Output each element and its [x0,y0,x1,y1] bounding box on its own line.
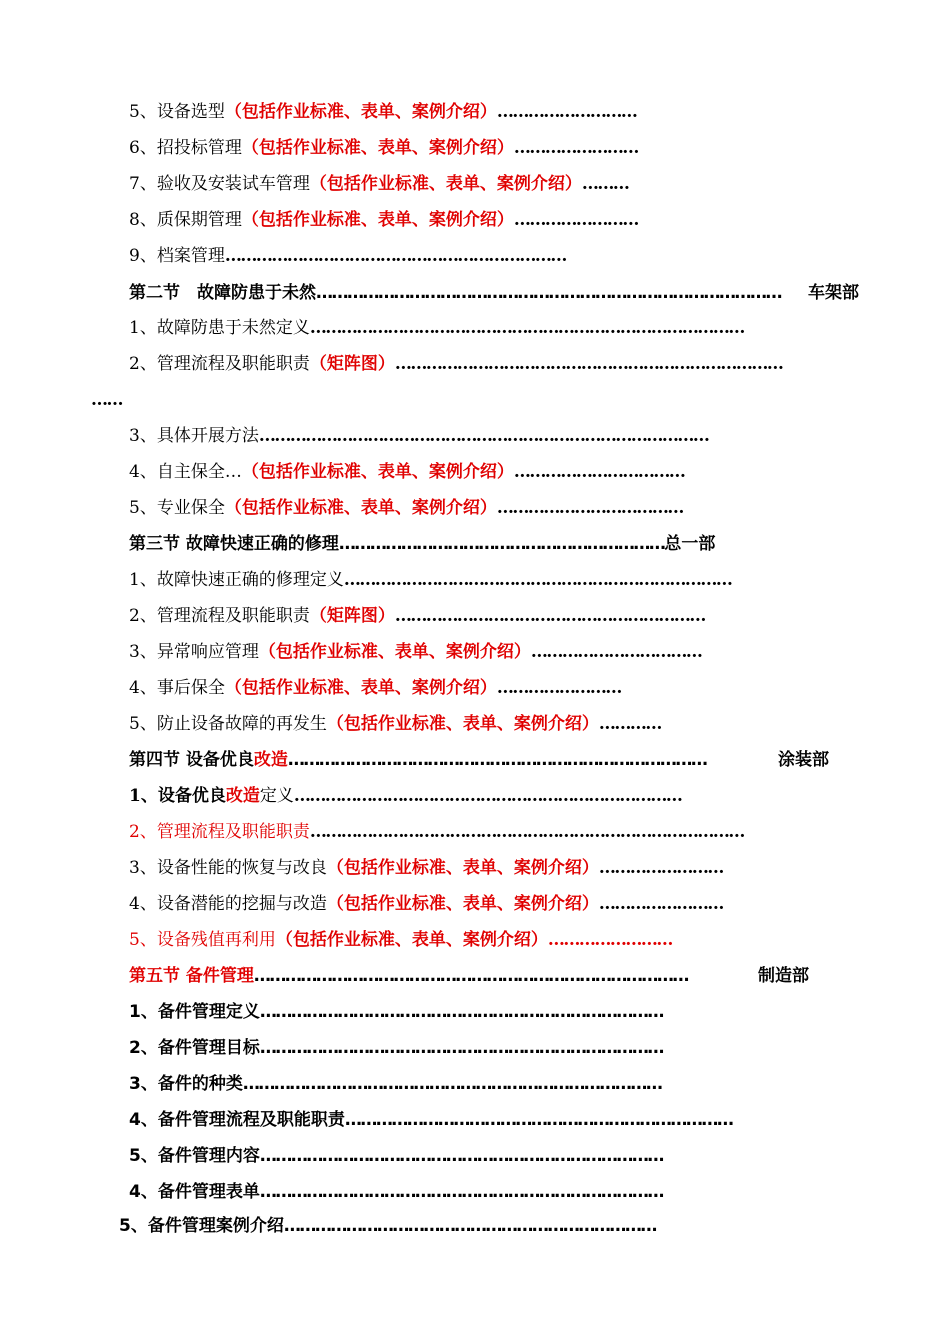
toc-line-label: 8、质保期管理 [129,210,242,230]
toc-line-label: 3、异常响应管理 [129,642,259,662]
section-department: 制造部 [758,966,809,986]
toc-line-label: 4、设备潜能的挖掘与改造 [129,894,327,914]
toc-line-label: 9、档案管理 [129,246,225,266]
toc-line-leader: ……………………………………………………………………… [287,750,707,770]
toc-line-label: 5、备件管理案例介绍 [119,1216,284,1236]
section-heading [129,281,859,305]
toc-line-leader: …………………… [513,210,638,230]
toc-line-note: （包括作业标准、表单、案例介绍） [224,102,497,122]
toc-line [129,244,566,268]
toc-line-leader: …………………………… [530,642,702,662]
toc-line-leader: …………………………… [513,462,685,482]
toc-line [129,316,744,340]
toc-line [129,1000,663,1024]
toc-line [129,1144,663,1168]
toc-line-note: （包括作业标准、表单、案例介绍） [224,678,497,698]
toc-line-leader: ……………………………………………………………………… [242,1074,662,1094]
toc-line [129,1108,732,1132]
toc-line-note: （包括作业标准、表单、案例介绍） [309,174,582,194]
toc-line-note: （包括作业标准、表单、案例介绍） [326,714,599,734]
toc-line-leader: …………………… [598,894,723,914]
toc-line-note: （包括作业标准、表单、案例介绍） [275,930,548,950]
toc-line-note: （包括作业标准、表单、案例介绍） [241,210,514,230]
toc-line-leader: ……… [581,174,629,194]
toc-line-leader: …………………… [598,858,723,878]
toc-line [129,928,672,952]
toc-line [129,712,661,736]
section-title-highlight: 改造 [253,750,288,770]
toc-line-label: 2、备件管理目标 [129,1038,260,1058]
toc-line-label: 5、设备残值再利用 [129,930,276,950]
toc-line-leader: ……………………………………………………………… [283,1216,656,1236]
section-heading [129,964,809,988]
toc-line-leader: ………………………………………………………………… [344,1110,733,1130]
section-title: 第五节 备件管理 [129,966,254,986]
toc-line-leader: ………………………………………………………………… [293,786,682,806]
toc-line [129,496,683,520]
toc-line-leader: …………………………………………………………………… [259,1038,663,1058]
toc-line-label: 1、故障快速正确的修理定义 [129,570,344,590]
toc-line [129,136,638,160]
toc-line-label: 1、故障防患于未然定义 [129,318,310,338]
toc-line-leader: ………… [598,714,661,734]
toc-line-label: 5、防止设备故障的再发生 [129,714,327,734]
toc-line-note: （包括作业标准、表单、案例介绍） [224,498,497,518]
toc-line-leader: …………………………………………………………………… [259,1146,663,1166]
toc-line-label: 6、招投标管理 [129,138,242,158]
toc-line-label: 3、设备性能的恢复与改良 [129,858,327,878]
section-title: 第三节 故障快速正确的修理 [129,534,339,554]
toc-line-leader: ………………………………………………………………………… [253,966,688,986]
toc-line-note: （矩阵图） [309,606,395,626]
toc-line-note: （矩阵图） [309,354,395,374]
toc-line [129,460,684,484]
section-heading [129,748,829,772]
section-department: 总一部 [664,534,716,554]
toc-line-wrap [91,388,122,412]
toc-line-note: （包括作业标准、表单、案例介绍） [326,858,599,878]
toc-line [129,172,628,196]
toc-line [129,1036,663,1060]
toc-line-label: 4、事后保全 [129,678,225,698]
toc-line [129,100,636,124]
toc-line [129,424,708,448]
toc-line-leader: …… [91,390,122,410]
toc-line-leader: ………………………………………………………… [224,246,566,266]
toc-line-label: 4、备件管理流程及职能职责 [129,1110,345,1130]
toc-line [129,676,621,700]
toc-line [129,1180,663,1204]
toc-line-leader: ……………………………………………………… [338,534,665,554]
toc-line-note: （包括作业标准、表单、案例介绍） [258,642,531,662]
toc-line-leader: ………………………………………………………………………… [309,318,744,338]
toc-line-leader: …………………… [513,138,638,158]
toc-line [129,820,744,844]
toc-line [129,208,638,232]
toc-line [129,568,731,592]
toc-line-label: 4、自主保全… [129,462,242,482]
toc-line-leader: ………………………………………………………………… [343,570,732,590]
toc-line-label-tail: 定义 [259,786,294,806]
toc-line-label: 5、专业保全 [129,498,225,518]
toc-line-label: 3、备件的种类 [129,1074,243,1094]
toc-line-label: 5、设备选型 [129,102,225,122]
toc-line-leader: …………………………………………………………………………… [258,426,709,446]
section-heading [129,532,715,556]
toc-line [129,1072,661,1096]
section-department: 车架部 [808,283,859,303]
toc-line-leader: ………………………………………………………………………… [309,822,744,842]
toc-line-leader: ……………………………… [496,498,683,518]
toc-line-leader: ……………………………………………………………………………… [316,283,781,303]
toc-line-leader: ………………………………………………………………… [394,354,783,374]
toc-line-leader: …………………… [496,678,621,698]
toc-line-leader: …………………………………………………………………… [259,1002,663,1022]
section-title: 第四节 设备优良 [129,750,254,770]
toc-line-label: 3、具体开展方法 [129,426,259,446]
toc-line-label: 7、验收及安装试车管理 [129,174,310,194]
toc-line-label: 4、备件管理表单 [129,1182,260,1202]
section-title: 第二节 故障防患于未然 [129,283,316,303]
toc-line-label: 2、管理流程及职能职责 [129,606,310,626]
toc-line-leader: …………………… [547,930,672,950]
toc-line-label: 2、管理流程及职能职责 [129,354,310,374]
toc-line-label: 2、管理流程及职能职责 [129,822,310,842]
toc-line-label: 1、备件管理定义 [129,1002,260,1022]
toc-line [129,784,681,808]
toc-line [129,604,705,628]
toc-line-note: （包括作业标准、表单、案例介绍） [326,894,599,914]
toc-line-label: 1、设备优良 [129,786,226,806]
toc-line-label: 5、备件管理内容 [129,1146,260,1166]
toc-line-note: （包括作业标准、表单、案例介绍） [241,138,514,158]
toc-line-leader: …………………………………………………………………… [259,1182,663,1202]
toc-line-leader: …………………………………………………… [394,606,705,626]
toc-line-note: （包括作业标准、表单、案例介绍） [241,462,514,482]
section-department: 涂装部 [778,750,829,770]
toc-line [129,892,723,916]
toc-line-highlight: 改造 [225,786,260,806]
toc-line [129,640,701,664]
toc-line [129,352,782,376]
toc-line-leader: ……………………… [496,102,637,122]
toc-line [119,1214,656,1238]
toc-line [129,856,723,880]
